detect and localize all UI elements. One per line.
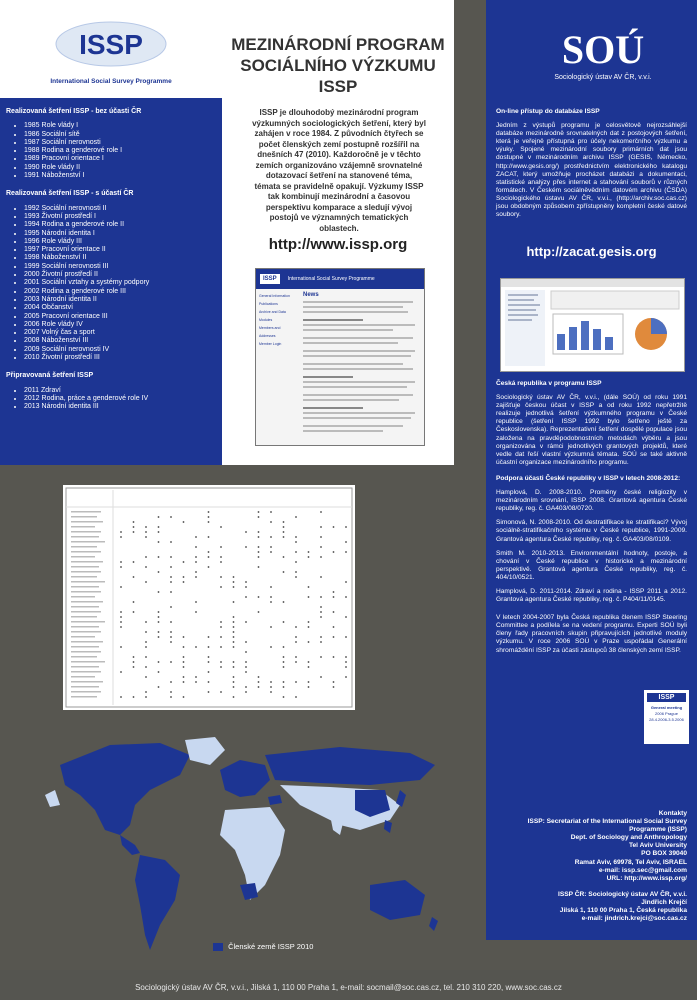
right-panel xyxy=(486,0,697,940)
section2-title: Realizovaná šetření ISSP - s účastí ČR xyxy=(6,190,134,198)
contact-line: Jilská 1, 110 00 Praha 1, Česká republika xyxy=(559,907,687,915)
database-heading: On-line přístup do databáze ISSP xyxy=(496,108,600,115)
screenshot-nav-item: General Information xyxy=(259,294,290,298)
contact-line: Tel Aviv University xyxy=(628,842,687,850)
list-item: • 1992 Sociální nerovnosti II xyxy=(24,205,216,213)
contact-line: e-mail: issp.sec@gmail.com xyxy=(598,866,687,874)
section3-list xyxy=(6,387,216,412)
list-item: • 1999 Sociální nerovnosti III xyxy=(24,263,216,271)
list-item: • 2001 Sociální vztahy a systémy podpory xyxy=(24,279,216,287)
contact-line: PO BOX 39040 xyxy=(641,850,687,858)
list-item: • 1989 Pracovní orientace I xyxy=(24,155,216,163)
cr-heading: Česká republika v programu ISSP xyxy=(496,380,602,387)
list-item: • 1988 Rodina a genderové role I xyxy=(24,147,216,155)
section2-list xyxy=(6,205,216,363)
contact-line: URL: http://www.issp.org/ xyxy=(606,874,687,882)
list-item: • 2010 Životní prostředí III xyxy=(24,354,216,362)
intro-text: ISSP je dlouhodobý mezinárodní program výzkumných sociologických šetření, který byl zahájen v roce 1984. Z původních čtyřech se počet členských zemí postupně rozšířil na dnešních 47 (2010). Každoročně je v těchto zemích organizováno vzájemně srovnatelné dotazovací šetření na stanovené téma, témata se pravidelně opakují. Výzkumy ISSP tak kombinují mezinárodní a časovou perspektivu komparace a sledují vývoj postojů ve významných tematických oblastech. xyxy=(252,108,426,233)
issp-website-screenshot: ISSP International Social Survey Programme General Information Publications Archive and Data Modules Members and Addresses Member Login News xyxy=(255,268,425,446)
list-item: • 2002 Rodina a genderové role III xyxy=(24,288,216,296)
list-item: • 2007 Volný čas a sport xyxy=(24,329,216,337)
contact-line xyxy=(496,883,687,891)
list-item: • 1991 Náboženství I xyxy=(24,172,216,180)
list-item: • 1998 Náboženství II xyxy=(24,254,216,262)
list-item: • 2008 Náboženství III xyxy=(24,337,216,345)
screenshot-nav-item: Modules xyxy=(259,318,273,322)
database-text: Jedním z výstupů programu je celosvětově nejrozsáhlejší databáze mezinárodně srovnatelných dat z postojových šetření, která je veřejně přístupná pro účely nekomerčního výzkumu a výuky. Spojené mezinárodní soubory primárních dat jsou dostupné v mezinárodním archivu ISSP (GESIS, Německo, http://www.gesis.org/) prostřednictvím elektronického katalogu ZACAT, který umožňuje procházet databázi a dokumentaci, statistické analýzy přes internet a stahování souborů v různých formátech. V Českém sociálněvědním datovém archivu (ČSDA) Sociologického ústavu AV ČR, v.v.i., (http://archiv.soc.cas.cz) jsou obdobným způsobem zpřístupněny kompletní české datové soubory. xyxy=(496,122,687,219)
list-item: • 1996 Role vlády III xyxy=(24,238,216,246)
contact-line: Kontakty xyxy=(658,810,687,817)
screenshot-nav-item: Publications xyxy=(259,302,278,306)
list-item: • 1986 Sociální sítě xyxy=(24,131,216,139)
meeting-text: V letech 2004-2007 byla Česká republika členem ISSP Steering Committee a podílela se na vedení programu. Experti SOÚ byli členy řady pracovních skupin připravujících jednotlivé moduly výzkumu. V roce 2006 SOÚ v Praze uspořádal Generální shromáždění ISSP za účasti zástupců 38 členských zemí ISSP. xyxy=(496,614,687,654)
cr-text: Sociologický ústav AV ČR, v.v.i., (dále SOÚ) od roku 1991 zajišťuje českou účast v ISSP a od roku 1992 nepřetržitě realizuje jednotlivá šetření výzkumného programu v České republice (šetření ISSP 1992 bylo šetřeno ještě za Československa). Reprezentativní šetření dospělé populace jsou založena na pravděpodobnostních metodách výběru a jsou organizována v rámci jednotlivých grantových projektů, které vedle dat řeší vlastní výzkumná témata. SOÚ se také aktivně účastní organizace mezinárodního programu. xyxy=(496,394,687,466)
list-item: • 2003 Národní identita II xyxy=(24,296,216,304)
list-item: • 1995 Národní identita I xyxy=(24,230,216,238)
grant-item: Smith M. 2010-2013. Environmentální hodnoty, postoje, a chování v České republice v historické a mezinárodní perspektivě. Grantová agentura České republiky, reg. č. 404/10/0521. xyxy=(496,549,687,581)
zacat-url-link[interactable]: http://zacat.gesis.org xyxy=(526,244,657,259)
list-item: • 2004 Občanství xyxy=(24,304,216,312)
grant-item: Simonová, N. 2008-2010. Od destratifikace ke stratifikaci? Vývoj sociálně-stratifikačního systému v České republice, 1991-2009. Grantová agentura České republiky, reg. č. GA403/08/0109. xyxy=(496,519,687,543)
issp-url-link[interactable]: http://www.issp.org xyxy=(268,236,408,253)
section1-list xyxy=(6,122,216,180)
section1-title: Realizovaná šetření ISSP - bez účasti ČR xyxy=(6,108,142,115)
map-legend: Členské země ISSP 2010 xyxy=(213,942,313,951)
contact-line: Ramat Aviv, 69978, Tel Aviv, ISRAEL xyxy=(574,858,687,866)
screenshot-nav-item: Member Login xyxy=(259,342,282,346)
issp-logo xyxy=(0,0,222,98)
svg-text:International Social Survey Pr: International Social Survey Programme xyxy=(50,78,172,85)
contact-line: e-mail: jindrich.krejci@soc.cas.cz xyxy=(581,915,687,923)
svg-text:SOÚ: SOÚ xyxy=(561,27,645,72)
screenshot-nav-item: Archive and Data xyxy=(259,310,286,314)
list-item: • 1987 Sociální nerovnosti xyxy=(24,139,216,147)
zacat-screenshot xyxy=(500,278,685,372)
list-item: • 2011 Zdraví xyxy=(24,387,216,395)
list-item: • 1985 Role vlády I xyxy=(24,122,216,130)
list-item: • 2012 Rodina, práce a genderové role IV xyxy=(24,395,216,403)
grant-item: Hamplová, D. 2011-2014. Zdraví a rodina - ISSP 2011 a 2012. Grantová agentura České republiky, reg. č. P404/11/0145. xyxy=(496,587,687,604)
issp-logo-icon xyxy=(0,0,222,98)
grants-heading: Podpora účasti České republiky v ISSP v letech 2008-2012: xyxy=(496,474,681,482)
contact-line: ISSP: Secretariat of the International Social Survey Programme (ISSP) xyxy=(527,818,687,834)
contacts-block xyxy=(496,810,687,923)
survey-list-panel xyxy=(0,98,222,465)
database-section xyxy=(496,108,687,225)
list-item: • 1993 Životní prostředí I xyxy=(24,213,216,221)
czech-republic-section xyxy=(496,380,687,661)
sou-logo-icon xyxy=(538,25,668,85)
footer-text: Sociologický ústav AV ČR, v.v.i., Jilská 1, 110 00 Praha 1, e-mail: socmail@soc.cas.cz, tel. 210 310 220, www.soc.cas.cz xyxy=(135,983,562,992)
screenshot-nav-item: Members and Addresses xyxy=(259,326,281,338)
contact-line: Dept. of Sociology and Anthropology xyxy=(570,834,687,842)
grant-item: Hamplová, D. 2008-2010. Proměny české religiozity v mezinárodním srovnání, ISSP 2008. Grantová agentura České republiky, reg. č. GA403/08/0720. xyxy=(496,489,687,513)
list-item: • 1997 Pracovní orientace II xyxy=(24,246,216,254)
list-item: • 2000 Životní prostředí II xyxy=(24,271,216,279)
svg-text:Sociologický ústav AV ČR, v.v.: Sociologický ústav AV ČR, v.v.i. xyxy=(554,74,652,81)
list-item: • 2005 Pracovní orientace III xyxy=(24,313,216,321)
screenshot-text-lines xyxy=(303,301,421,441)
list-item: • 2013 Národní identita III xyxy=(24,403,216,411)
page-title: MEZINÁRODNÍ PROGRAM SOCIÁLNÍHO VÝZKUMU ISSP xyxy=(231,35,445,96)
footer xyxy=(0,970,697,1000)
center-panel xyxy=(222,0,454,465)
general-meeting-badge: ISSP General meeting 2006 Prague 28.4.2006-3.5.2006 xyxy=(644,690,689,744)
list-item: • 2009 Sociální nerovnosti IV xyxy=(24,346,216,354)
list-item: • 1990 Role vlády II xyxy=(24,164,216,172)
list-item: • 2006 Role vlády IV xyxy=(24,321,216,329)
contact-line: ISSP ČR: Sociologický ústav AV ČR, v.v.i. xyxy=(558,890,687,898)
svg-text:ISSP: ISSP xyxy=(79,29,143,60)
grants-list xyxy=(496,489,687,604)
list-item: • 1994 Rodina a genderové role II xyxy=(24,221,216,229)
section3-title: Připravovaná šetření ISSP xyxy=(6,372,94,380)
contact-line: Jindřich Krejčí xyxy=(641,899,687,907)
legend-swatch xyxy=(213,943,223,951)
participation-table-image xyxy=(63,485,355,710)
screenshot-nav xyxy=(256,289,300,446)
